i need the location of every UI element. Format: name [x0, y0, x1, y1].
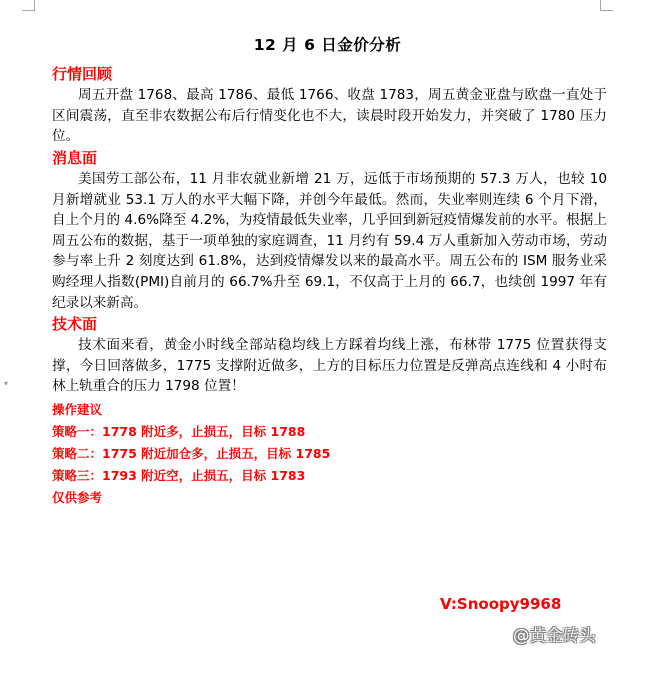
watermark: @黄金砖头 [513, 626, 596, 645]
document-title: 12 月 6 日金价分析 [253, 36, 402, 54]
strategy-line-1: 策略一：1778 附近多，止损五，目标 1788 [52, 424, 306, 439]
contact-id: V:Snoopy9968 [440, 595, 562, 613]
paragraph-technical: 技术面来看，黄金小时线全部站稳均线上方踩着均线上涨，布林带 1775 位置获得支撑，今日回落做多，1775 支撑附近做多，上方的目标压力位置是反弹高点连线和 4 小时布林上轨重合的压力 1798 位置！ [52, 337, 607, 395]
heading-market-review: 行情回顾 [52, 65, 113, 83]
side-marker-icon: ▾ [4, 379, 9, 388]
crop-mark-right [600, 0, 613, 11]
strategy-line-3: 策略三：1793 附近空，止损五，目标 1783 [52, 468, 306, 483]
heading-technical: 技术面 [52, 315, 98, 333]
heading-operation-advice: 操作建议 [52, 402, 103, 417]
heading-news: 消息面 [52, 149, 98, 167]
paragraph-news: 美国劳工部公布，11 月非农就业新增 21 万，远低于市场预期的 57.3 万人，也较 10 月新增就业 53.1 万人的水平大幅下降，并创今年最低。然而，失业率则连续 6 个月下滑，自上个月的 4.6%降至 4.2%，为疫情最低失业率，几乎回到新冠疫情爆发前的水平。根据上周五公布的数据，基于一项单独的家庭调查，11 月约有 59.4 万人重新加入劳动市场，劳动参与率上升 2 刻度达到 61.8%，达到疫情爆发以来的最高水平。周五公布的 ISM 服务业采购经理人指数(PMI)自前月的 66.7%升至 69.1，不仅高于上月的 66.7，也续创 1997 年有纪录以来新高。 [52, 171, 607, 311]
crop-mark-left [22, 0, 35, 11]
strategy-line-2: 策略二：1775 附近加仓多，止损五，目标 1785 [52, 446, 331, 461]
disclaimer: 仅供参考 [52, 490, 103, 505]
paragraph-market-review: 周五开盘 1768、最高 1786、最低 1766、收盘 1783，周五黄金亚盘与欧盘一直处于区间震荡，直至非农数据公布后行情变化也不大，读晨时段开始发力，并突破了 1780 压力位。 [52, 87, 607, 145]
